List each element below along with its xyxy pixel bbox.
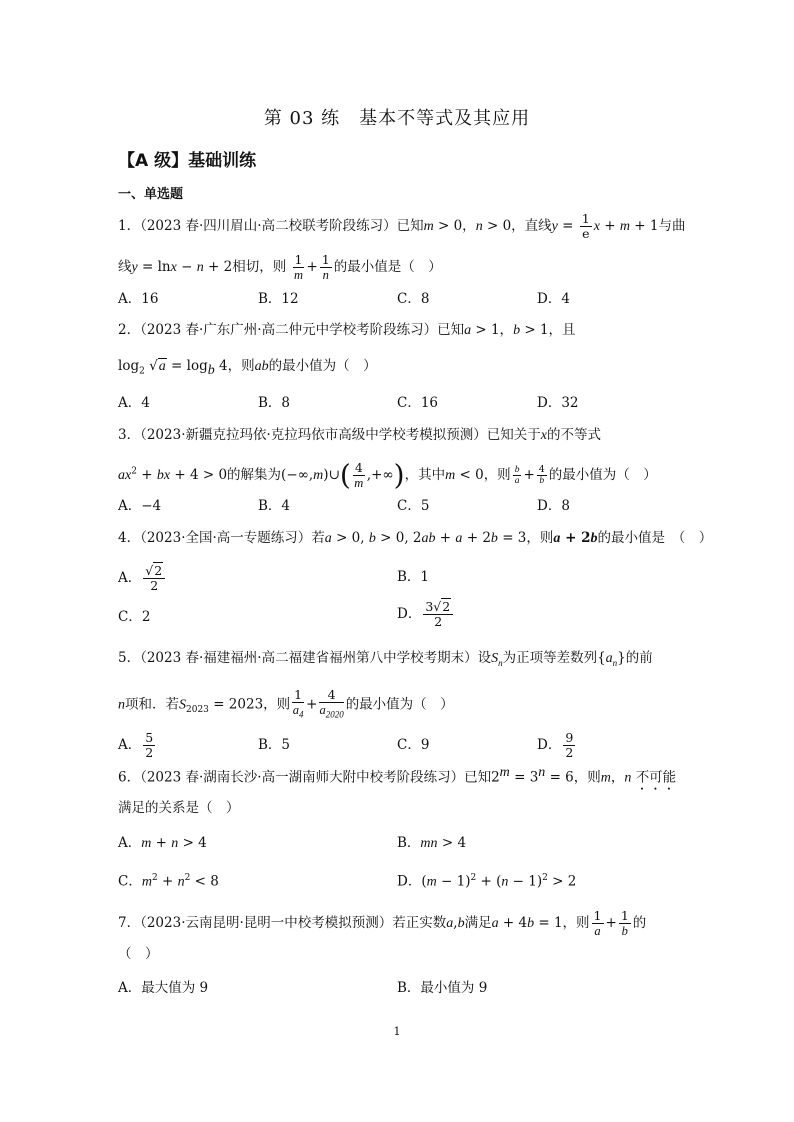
question-5-option-b[interactable]: B．5 (258, 737, 291, 753)
section-heading: 一、单选题 (118, 187, 184, 202)
question-1-option-d[interactable]: D．4 (537, 291, 570, 307)
question-5-line-2: n项和．若$S_{2023} = 2023$，则 $\frac{1}{a_4}$ + $\frac{4}{a_{2020}}$ 的最小值为（ ） (118, 687, 454, 720)
question-5-option-d[interactable]: D． $\frac{9}{2}$ (537, 730, 574, 760)
page-number: 1 (393, 1025, 401, 1038)
question-4-option-d[interactable]: D． $\frac{3√2}{2}$ (397, 600, 455, 629)
question-1-line-2: 线y = lnx − n + 2相切，则 $\frac{1}{m}$ + $\frac{1}{n}$ 的最小值是（ ） (118, 252, 442, 282)
question-1-option-a[interactable]: A．16 (118, 291, 159, 307)
question-2-line-2: $\log_2 √a = \log_b 4$，则ab的最小值为（ ） (118, 358, 377, 378)
question-4-option-c[interactable]: C．2 (118, 609, 151, 625)
level-heading: 【A 级】基础训练 (118, 151, 257, 171)
question-3-option-d[interactable]: D．8 (537, 498, 570, 514)
question-1-option-c[interactable]: C．8 (397, 291, 430, 307)
question-3-line-1: 3．（2023·新疆克拉玛依·克拉玛依市高级中学校考模拟预测）已知关于x的不等式 (118, 427, 601, 443)
question-4-option-b[interactable]: B．1 (397, 569, 430, 585)
question-3-option-a[interactable]: A．−4 (118, 498, 162, 514)
question-5-option-a[interactable]: A． $\frac{5}{2}$ (118, 730, 154, 760)
question-1-option-b[interactable]: B．12 (258, 291, 299, 307)
question-2-option-a[interactable]: A．4 (118, 395, 150, 411)
question-4-option-a[interactable]: A． $\frac{√2}{2}$ (118, 564, 167, 593)
question-6-option-d[interactable]: D．$(m - 1)^2 + (n - 1)^2 > 2$ (397, 873, 577, 890)
question-5-option-c[interactable]: C．9 (397, 737, 430, 753)
question-7-option-a[interactable]: A．最大值为 9 (118, 980, 209, 996)
question-6-option-a[interactable]: A．m + n > 4 (118, 835, 207, 851)
question-3-option-b[interactable]: B．4 (258, 498, 291, 514)
question-7-line-1: 7．（2023·云南昆明·昆明一中校考模拟预测）若正实数a,b满足a + 4b = 1，则 $\frac{1}{a}$ + $\frac{1}{b}$ 的 (118, 908, 647, 938)
page-title: 第 03 练 基本不等式及其应用 (263, 108, 531, 129)
question-7-line-2: （ ） (118, 946, 159, 962)
question-2-option-d[interactable]: D．32 (537, 395, 579, 411)
question-2-option-c[interactable]: C．16 (397, 395, 439, 411)
question-2-line-1: 2．（2023 春·广东广州·高二仲元中学校考阶段练习）已知a > 1，b > 1，且 (118, 322, 576, 338)
question-6-option-c[interactable]: C．$m^2 + n^2 < 8$ (118, 873, 219, 890)
question-3-option-c[interactable]: C．5 (397, 498, 430, 514)
question-5-line-1: 5．（2023 春·福建福州·高二福建省福州第八中学校考期末）设$S_n$为正项等差数列$\{a_n\}$的前 (118, 650, 653, 668)
question-4-line-1: 4．（2023·全国·高一专题练习）若a > 0, b > 0, 2ab + a + 2b = 3，则a + 2b的最小值是 （ ） (118, 530, 713, 546)
question-2-option-b[interactable]: B．8 (258, 395, 291, 411)
question-6-line-1: 6．（2023 春·湖南长沙·高一湖南师大附中校考阶段练习）已知$2^m = 3^n = 6$，则m，n 不可能 (118, 765, 677, 786)
question-1-line-1: 1．（2023 春·四川眉山·高二校联考阶段练习）已知m > 0，n > 0，直线y = $\frac{1}{e}$ x + m + 1与曲 (118, 211, 686, 241)
question-7-option-b[interactable]: B．最小值为 9 (397, 980, 488, 996)
question-6-line-2: 满足的关系是（ ） (118, 800, 240, 816)
question-6-option-b[interactable]: B．mn > 4 (397, 835, 467, 851)
question-3-line-2: $ax^2$ + bx + 4 > 0的解集为(−∞,m)∪( $\frac{4}{m}$ ,+∞)，其中m < 0，则 $\frac{b}{a}$ + $\frac{4}{b}$ 的最小值为（ ） (118, 458, 657, 492)
